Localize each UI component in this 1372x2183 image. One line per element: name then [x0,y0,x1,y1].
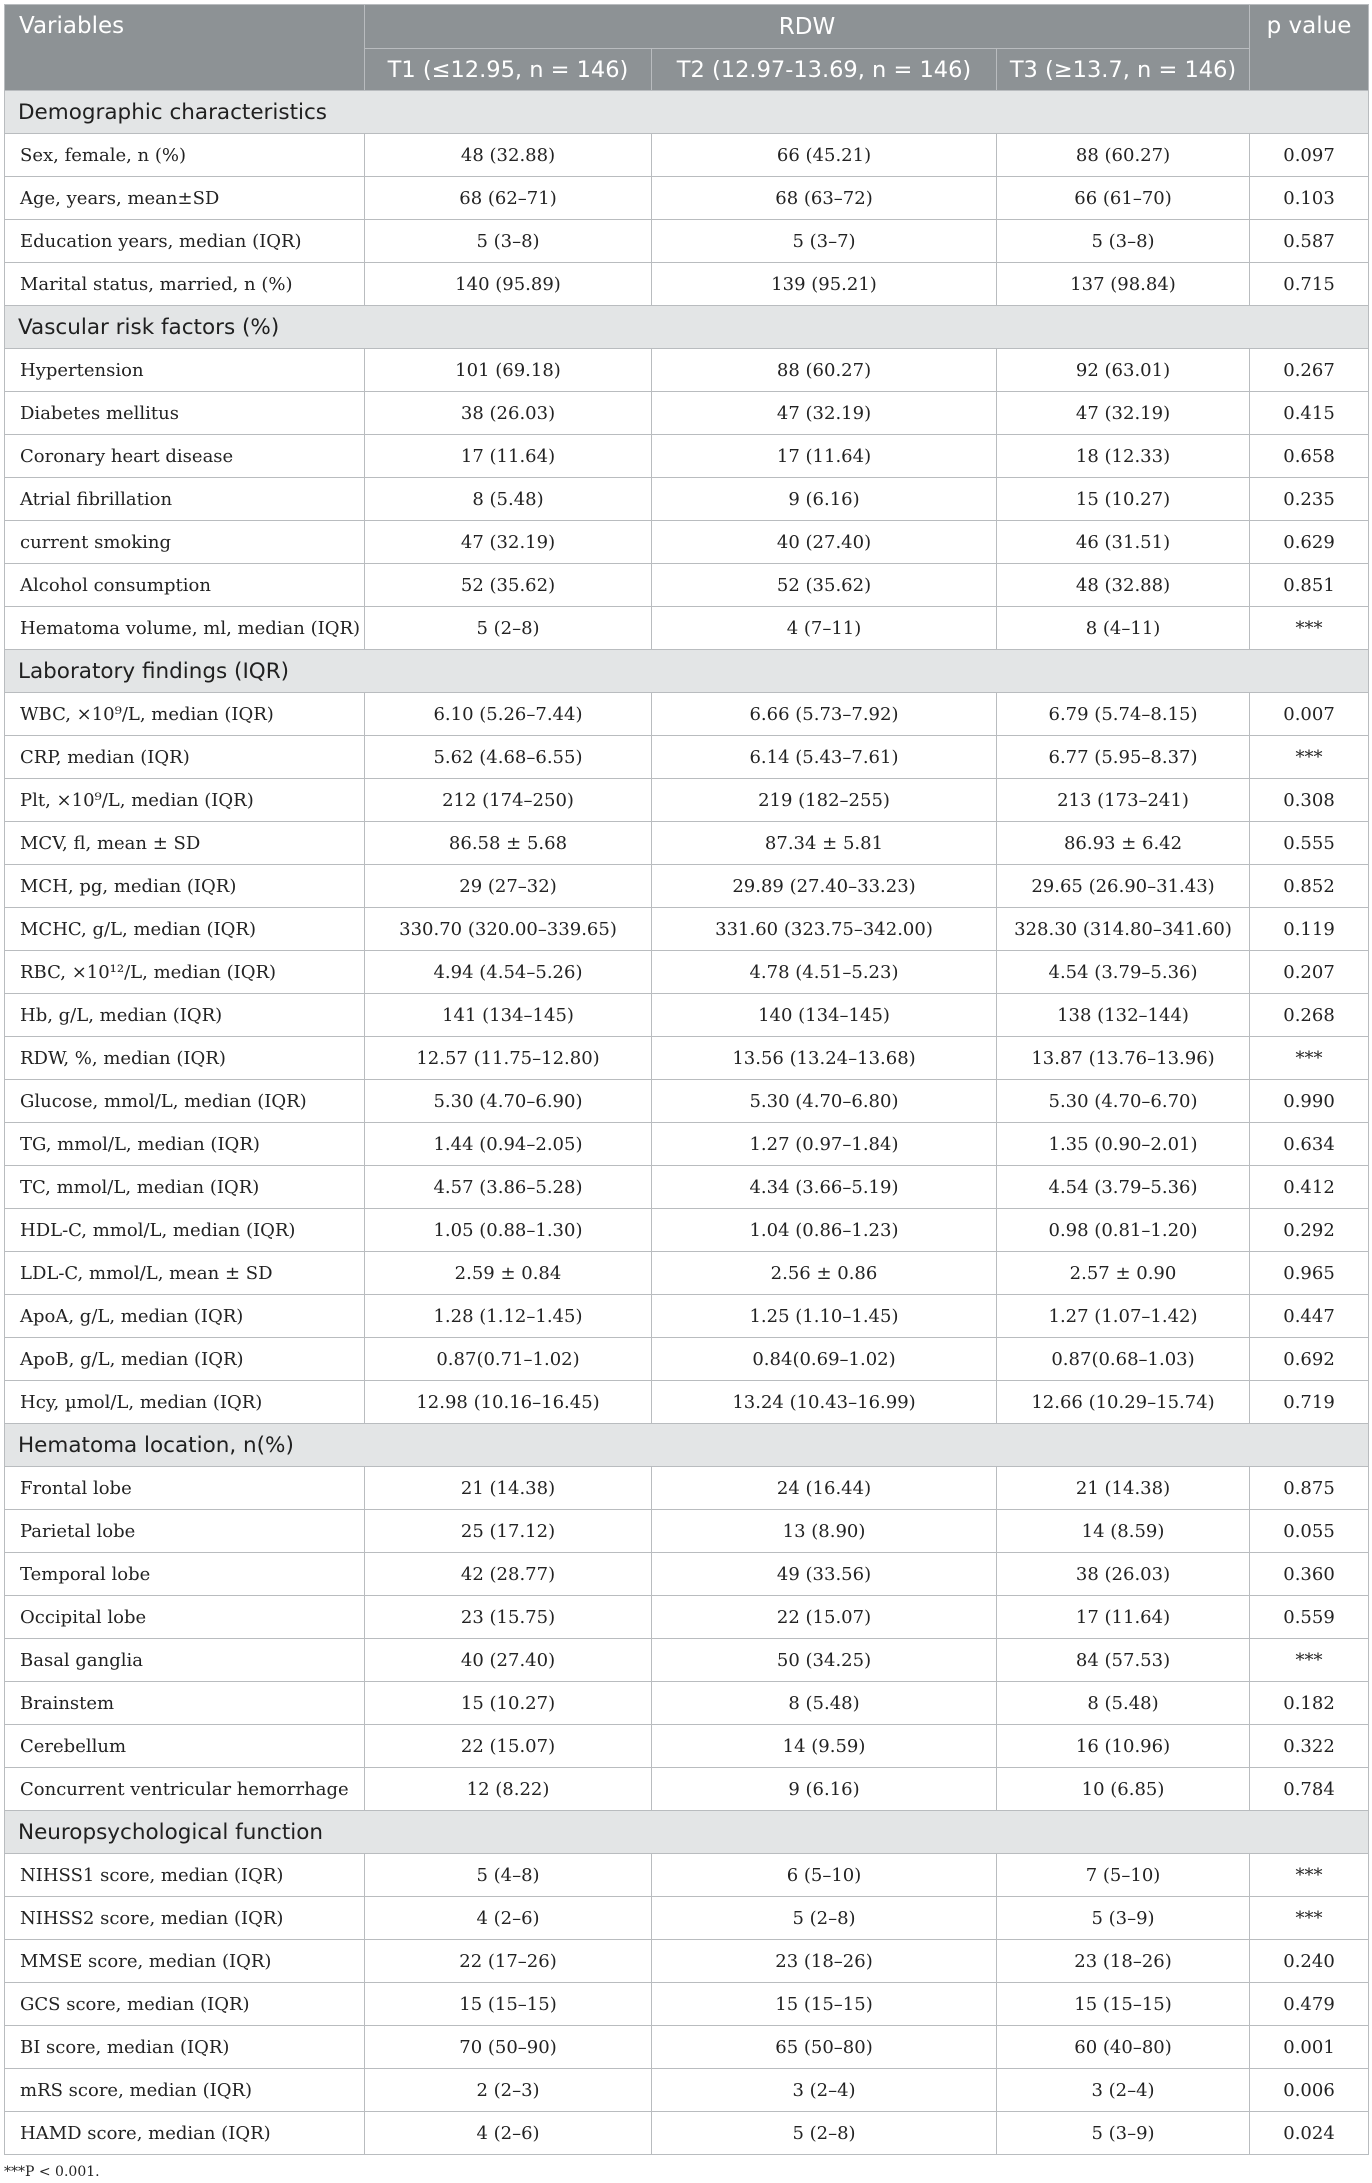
cell-variable: Frontal lobe [5,1467,365,1510]
cell-t2: 6.66 (5.73–7.92) [652,693,997,736]
table-row [5,1467,1369,1510]
cell-t1: 21 (14.38) [365,1467,652,1510]
cell-t1: 4 (2–6) [365,2112,652,2155]
cell-p-value: 0.692 [1250,1338,1369,1381]
cell-variable: current smoking [5,521,365,564]
cell-t2: 24 (16.44) [652,1467,997,1510]
cell-t2: 65 (50–80) [652,2026,997,2069]
cell-t1: 140 (95.89) [365,263,652,306]
cell-t1: 17 (11.64) [365,435,652,478]
section-title: Demographic characteristics [5,91,1369,134]
rdw-table-container [4,4,1368,2155]
cell-t1: 12.57 (11.75–12.80) [365,1037,652,1080]
cell-t2: 4 (7–11) [652,607,997,650]
cell-t3: 46 (31.51) [997,521,1250,564]
cell-t3: 5 (3–8) [997,220,1250,263]
table-row [5,478,1369,521]
cell-variable: GCS score, median (IQR) [5,1983,365,2026]
cell-t3: 328.30 (314.80–341.60) [997,908,1250,951]
cell-variable: Alcohol consumption [5,564,365,607]
cell-t3: 88 (60.27) [997,134,1250,177]
cell-t3: 5 (3–9) [997,2112,1250,2155]
cell-t1: 29 (27–32) [365,865,652,908]
cell-t1: 2 (2–3) [365,2069,652,2112]
cell-t2: 47 (32.19) [652,392,997,435]
cell-t2: 29.89 (27.40–33.23) [652,865,997,908]
cell-t2: 13 (8.90) [652,1510,997,1553]
table-row [5,1080,1369,1123]
cell-t2: 6.14 (5.43–7.61) [652,736,997,779]
cell-variable: Basal ganglia [5,1639,365,1682]
cell-variable: Education years, median (IQR) [5,220,365,263]
cell-t1: 38 (26.03) [365,392,652,435]
cell-t3: 0.87(0.68–1.03) [997,1338,1250,1381]
cell-t3: 12.66 (10.29–15.74) [997,1381,1250,1424]
cell-p-value: 0.182 [1250,1682,1369,1725]
cell-t1: 48 (32.88) [365,134,652,177]
table-row [5,1768,1369,1811]
cell-variable: HAMD score, median (IQR) [5,2112,365,2155]
table-row [5,1252,1369,1295]
cell-t1: 0.87(0.71–1.02) [365,1338,652,1381]
cell-t1: 70 (50–90) [365,2026,652,2069]
cell-t1: 25 (17.12) [365,1510,652,1553]
cell-t1: 15 (10.27) [365,1682,652,1725]
table-row [5,1123,1369,1166]
cell-t1: 4.94 (4.54–5.26) [365,951,652,994]
table-row [5,435,1369,478]
cell-p-value: 0.559 [1250,1596,1369,1639]
cell-t3: 1.27 (1.07–1.42) [997,1295,1250,1338]
cell-t2: 8 (5.48) [652,1682,997,1725]
cell-t1: 15 (15–15) [365,1983,652,2026]
section-title: Neuropsychological function [5,1811,1369,1854]
cell-t3: 14 (8.59) [997,1510,1250,1553]
cell-p-value: *** [1250,1854,1369,1897]
table-row [5,1897,1369,1940]
table-row [5,392,1369,435]
cell-t2: 66 (45.21) [652,134,997,177]
cell-t3: 5.30 (4.70–6.70) [997,1080,1250,1123]
cell-p-value: 0.292 [1250,1209,1369,1252]
table-row [5,1510,1369,1553]
cell-p-value: *** [1250,607,1369,650]
cell-p-value: 0.784 [1250,1768,1369,1811]
table-row [5,822,1369,865]
cell-variable: MCH, pg, median (IQR) [5,865,365,908]
cell-variable: Age, years, mean±SD [5,177,365,220]
cell-t1: 1.05 (0.88–1.30) [365,1209,652,1252]
cell-t2: 15 (15–15) [652,1983,997,2026]
cell-t2: 87.34 ± 5.81 [652,822,997,865]
cell-variable: Hematoma volume, ml, median (IQR) [5,607,365,650]
cell-p-value: 0.965 [1250,1252,1369,1295]
cell-variable: HDL-C, mmol/L, median (IQR) [5,1209,365,1252]
cell-variable: NIHSS1 score, median (IQR) [5,1854,365,1897]
cell-p-value: 0.024 [1250,2112,1369,2155]
table-row [5,1983,1369,2026]
cell-t2: 5 (3–7) [652,220,997,263]
cell-t2: 331.60 (323.75–342.00) [652,908,997,951]
cell-variable: NIHSS2 score, median (IQR) [5,1897,365,1940]
table-row [5,564,1369,607]
cell-p-value: 0.719 [1250,1381,1369,1424]
cell-t2: 40 (27.40) [652,521,997,564]
cell-variable: RBC, ×10¹²/L, median (IQR) [5,951,365,994]
header-p-value: p value [1250,5,1369,91]
cell-p-value: *** [1250,736,1369,779]
table-row [5,220,1369,263]
cell-t3: 18 (12.33) [997,435,1250,478]
cell-t1: 1.28 (1.12–1.45) [365,1295,652,1338]
cell-t2: 139 (95.21) [652,263,997,306]
cell-variable: Coronary heart disease [5,435,365,478]
cell-t1: 4.57 (3.86–5.28) [365,1166,652,1209]
cell-t3: 47 (32.19) [997,392,1250,435]
table-row [5,1639,1369,1682]
cell-t1: 5 (4–8) [365,1854,652,1897]
cell-variable: RDW, %, median (IQR) [5,1037,365,1080]
cell-p-value: 0.555 [1250,822,1369,865]
section-row [5,1811,1369,1854]
table-header [5,5,1369,91]
cell-t2: 4.78 (4.51–5.23) [652,951,997,994]
table-row [5,2069,1369,2112]
section-row [5,650,1369,693]
cell-p-value: 0.447 [1250,1295,1369,1338]
table-row [5,951,1369,994]
cell-t3: 137 (98.84) [997,263,1250,306]
cell-p-value: 0.097 [1250,134,1369,177]
table-row [5,1037,1369,1080]
cell-p-value: 0.875 [1250,1467,1369,1510]
table-row [5,521,1369,564]
cell-variable: Parietal lobe [5,1510,365,1553]
cell-variable: ApoA, g/L, median (IQR) [5,1295,365,1338]
cell-t1: 141 (134–145) [365,994,652,1037]
cell-t3: 4.54 (3.79–5.36) [997,1166,1250,1209]
cell-t1: 8 (5.48) [365,478,652,521]
cell-p-value: 0.308 [1250,779,1369,822]
cell-t1: 5.30 (4.70–6.90) [365,1080,652,1123]
cell-t1: 101 (69.18) [365,349,652,392]
cell-t1: 4 (2–6) [365,1897,652,1940]
cell-t3: 7 (5–10) [997,1854,1250,1897]
cell-variable: Brainstem [5,1682,365,1725]
cell-variable: Atrial fibrillation [5,478,365,521]
cell-t2: 49 (33.56) [652,1553,997,1596]
cell-p-value: 0.006 [1250,2069,1369,2112]
header-group-t1: T1 (≤12.95, n = 146) [365,49,652,91]
cell-p-value: 0.658 [1250,435,1369,478]
cell-t3: 29.65 (26.90–31.43) [997,865,1250,908]
cell-p-value: 0.235 [1250,478,1369,521]
cell-t1: 12 (8.22) [365,1768,652,1811]
cell-variable: BI score, median (IQR) [5,2026,365,2069]
cell-t3: 84 (57.53) [997,1639,1250,1682]
cell-t2: 219 (182–255) [652,779,997,822]
cell-t2: 5 (2–8) [652,1897,997,1940]
cell-variable: Diabetes mellitus [5,392,365,435]
table-row [5,349,1369,392]
rdw-characteristics-table [4,4,1369,2155]
cell-t3: 4.54 (3.79–5.36) [997,951,1250,994]
table-row [5,1854,1369,1897]
section-title: Laboratory findings (IQR) [5,650,1369,693]
cell-p-value: 0.629 [1250,521,1369,564]
table-row [5,2026,1369,2069]
cell-t3: 15 (10.27) [997,478,1250,521]
cell-p-value: 0.479 [1250,1983,1369,2026]
cell-variable: Temporal lobe [5,1553,365,1596]
cell-t1: 23 (15.75) [365,1596,652,1639]
cell-t2: 22 (15.07) [652,1596,997,1639]
cell-t3: 17 (11.64) [997,1596,1250,1639]
table-row [5,177,1369,220]
header-variables: Variables [5,5,365,91]
table-row [5,1209,1369,1252]
cell-t2: 1.25 (1.10–1.45) [652,1295,997,1338]
header-rdw: RDW [365,5,1250,49]
table-body [5,91,1369,2155]
cell-t2: 2.56 ± 0.86 [652,1252,997,1295]
cell-p-value: 0.322 [1250,1725,1369,1768]
cell-p-value: 0.268 [1250,994,1369,1037]
cell-variable: Cerebellum [5,1725,365,1768]
table-row [5,1940,1369,1983]
table-row [5,1295,1369,1338]
section-title: Vascular risk factors (%) [5,306,1369,349]
cell-t2: 50 (34.25) [652,1639,997,1682]
cell-p-value: 0.852 [1250,865,1369,908]
cell-variable: MCHC, g/L, median (IQR) [5,908,365,951]
cell-variable: Sex, female, n (%) [5,134,365,177]
cell-t2: 9 (6.16) [652,478,997,521]
cell-t3: 2.57 ± 0.90 [997,1252,1250,1295]
cell-t3: 21 (14.38) [997,1467,1250,1510]
cell-t2: 1.27 (0.97–1.84) [652,1123,997,1166]
table-row [5,908,1369,951]
cell-t1: 42 (28.77) [365,1553,652,1596]
cell-t2: 140 (134–145) [652,994,997,1037]
cell-t3: 86.93 ± 6.42 [997,822,1250,865]
cell-t2: 13.56 (13.24–13.68) [652,1037,997,1080]
cell-t3: 6.77 (5.95–8.37) [997,736,1250,779]
cell-t1: 12.98 (10.16–16.45) [365,1381,652,1424]
cell-t1: 40 (27.40) [365,1639,652,1682]
cell-t2: 14 (9.59) [652,1725,997,1768]
cell-t3: 1.35 (0.90–2.01) [997,1123,1250,1166]
cell-p-value: 0.103 [1250,177,1369,220]
table-row [5,994,1369,1037]
table-row [5,1166,1369,1209]
cell-variable: Hypertension [5,349,365,392]
cell-t3: 13.87 (13.76–13.96) [997,1037,1250,1080]
cell-variable: LDL-C, mmol/L, mean ± SD [5,1252,365,1295]
cell-p-value: 0.851 [1250,564,1369,607]
table-row [5,134,1369,177]
cell-t3: 92 (63.01) [997,349,1250,392]
cell-variable: mRS score, median (IQR) [5,2069,365,2112]
cell-t1: 5 (3–8) [365,220,652,263]
cell-t2: 5.30 (4.70–6.80) [652,1080,997,1123]
table-row [5,1682,1369,1725]
cell-t1: 52 (35.62) [365,564,652,607]
cell-p-value: 0.007 [1250,693,1369,736]
cell-variable: Hcy, µmol/L, median (IQR) [5,1381,365,1424]
cell-variable: Occipital lobe [5,1596,365,1639]
cell-t3: 0.98 (0.81–1.20) [997,1209,1250,1252]
cell-variable: Concurrent ventricular hemorrhage [5,1768,365,1811]
table-row [5,2112,1369,2155]
cell-t2: 3 (2–4) [652,2069,997,2112]
table-row [5,779,1369,822]
cell-t3: 60 (40–80) [997,2026,1250,2069]
cell-variable: ApoB, g/L, median (IQR) [5,1338,365,1381]
cell-t1: 2.59 ± 0.84 [365,1252,652,1295]
cell-t3: 16 (10.96) [997,1725,1250,1768]
cell-t3: 38 (26.03) [997,1553,1250,1596]
cell-p-value: 0.634 [1250,1123,1369,1166]
cell-t3: 23 (18–26) [997,1940,1250,1983]
table-row [5,1381,1369,1424]
cell-t2: 52 (35.62) [652,564,997,607]
cell-p-value: 0.207 [1250,951,1369,994]
table-footnote: ***P < 0.001. [4,2164,100,2180]
cell-variable: Hb, g/L, median (IQR) [5,994,365,1037]
table-row [5,736,1369,779]
cell-p-value: 0.412 [1250,1166,1369,1209]
cell-t1: 47 (32.19) [365,521,652,564]
section-row [5,306,1369,349]
cell-variable: Plt, ×10⁹/L, median (IQR) [5,779,365,822]
cell-variable: WBC, ×10⁹/L, median (IQR) [5,693,365,736]
table-row [5,607,1369,650]
cell-t1: 22 (15.07) [365,1725,652,1768]
cell-variable: MMSE score, median (IQR) [5,1940,365,1983]
cell-p-value: 0.267 [1250,349,1369,392]
cell-t1: 6.10 (5.26–7.44) [365,693,652,736]
cell-t3: 138 (132–144) [997,994,1250,1037]
cell-t2: 17 (11.64) [652,435,997,478]
cell-t2: 68 (63–72) [652,177,997,220]
cell-p-value: 0.055 [1250,1510,1369,1553]
table-row [5,1338,1369,1381]
cell-variable: TG, mmol/L, median (IQR) [5,1123,365,1166]
cell-p-value: 0.990 [1250,1080,1369,1123]
cell-t2: 0.84(0.69–1.02) [652,1338,997,1381]
cell-t2: 1.04 (0.86–1.23) [652,1209,997,1252]
cell-t3: 15 (15–15) [997,1983,1250,2026]
cell-t1: 86.58 ± 5.68 [365,822,652,865]
cell-t1: 1.44 (0.94–2.05) [365,1123,652,1166]
section-row [5,1424,1369,1467]
cell-variable: Marital status, married, n (%) [5,263,365,306]
table-row [5,1553,1369,1596]
cell-t3: 6.79 (5.74–8.15) [997,693,1250,736]
header-group-t2: T2 (12.97-13.69, n = 146) [652,49,997,91]
cell-t2: 13.24 (10.43–16.99) [652,1381,997,1424]
cell-t2: 23 (18–26) [652,1940,997,1983]
table-row [5,1725,1369,1768]
cell-t3: 8 (5.48) [997,1682,1250,1725]
header-group-t3: T3 (≥13.7, n = 146) [997,49,1250,91]
cell-p-value: 0.119 [1250,908,1369,951]
cell-t1: 68 (62–71) [365,177,652,220]
cell-t3: 3 (2–4) [997,2069,1250,2112]
cell-t2: 4.34 (3.66–5.19) [652,1166,997,1209]
table-row [5,263,1369,306]
cell-t3: 10 (6.85) [997,1768,1250,1811]
table-row [5,693,1369,736]
cell-p-value: 0.001 [1250,2026,1369,2069]
cell-t1: 212 (174–250) [365,779,652,822]
cell-t1: 330.70 (320.00–339.65) [365,908,652,951]
cell-t2: 6 (5–10) [652,1854,997,1897]
cell-p-value: *** [1250,1037,1369,1080]
cell-t1: 5.62 (4.68–6.55) [365,736,652,779]
cell-p-value: 0.240 [1250,1940,1369,1983]
cell-p-value: *** [1250,1897,1369,1940]
table-row [5,1596,1369,1639]
cell-t3: 213 (173–241) [997,779,1250,822]
table-row [5,865,1369,908]
cell-p-value: 0.415 [1250,392,1369,435]
cell-variable: Glucose, mmol/L, median (IQR) [5,1080,365,1123]
cell-variable: TC, mmol/L, median (IQR) [5,1166,365,1209]
cell-t2: 5 (2–8) [652,2112,997,2155]
cell-p-value: 0.587 [1250,220,1369,263]
cell-t2: 9 (6.16) [652,1768,997,1811]
cell-t3: 5 (3–9) [997,1897,1250,1940]
cell-t2: 88 (60.27) [652,349,997,392]
cell-t3: 8 (4–11) [997,607,1250,650]
cell-p-value: *** [1250,1639,1369,1682]
section-row [5,91,1369,134]
section-title: Hematoma location, n(%) [5,1424,1369,1467]
cell-t3: 48 (32.88) [997,564,1250,607]
cell-variable: CRP, median (IQR) [5,736,365,779]
cell-variable: MCV, fl, mean ± SD [5,822,365,865]
cell-p-value: 0.360 [1250,1553,1369,1596]
cell-t1: 5 (2–8) [365,607,652,650]
cell-t1: 22 (17–26) [365,1940,652,1983]
cell-t3: 66 (61–70) [997,177,1250,220]
cell-p-value: 0.715 [1250,263,1369,306]
